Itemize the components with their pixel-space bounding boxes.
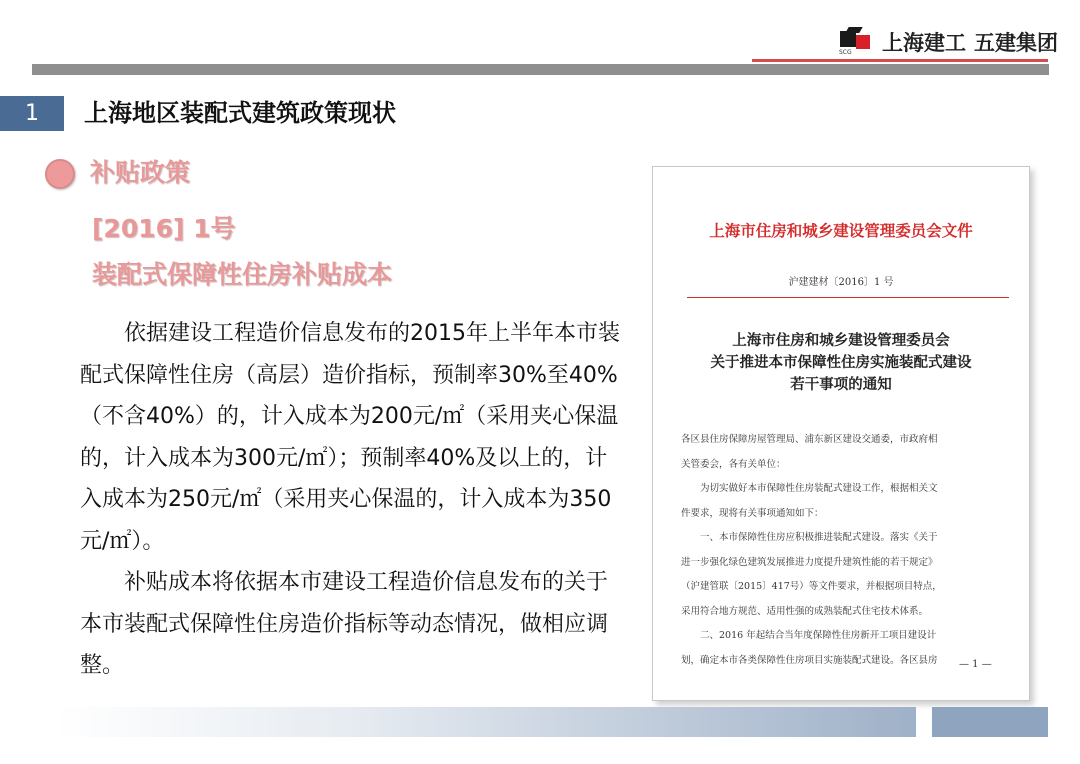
header-red-line	[752, 59, 1048, 62]
document-body-line: 关管委会，各有关单位：	[681, 458, 786, 470]
document-red-rule	[687, 297, 1009, 298]
document-reference-number: 沪建建材〔2016〕1 号	[788, 277, 894, 288]
footer-gradient-bar	[56, 707, 916, 737]
document-title-line: 关于推进本市保障性住房实施装配式建设	[710, 354, 972, 371]
document-page-number: — 1 —	[959, 659, 992, 670]
document-body-line: 件要求，现将有关事项通知如下：	[681, 507, 824, 519]
document-body-line: 进一步强化绿色建筑发展推进力度提升建筑性能的若干规定》	[681, 556, 938, 568]
footer-blue-block	[932, 707, 1048, 737]
logo-text-part-b: 五建集团	[974, 31, 1058, 55]
document-body-line: （沪建管联〔2015〕417号）等文件要求，并根据项目特点，	[681, 581, 942, 592]
section-number-badge: 1	[0, 96, 64, 131]
logo-text-part-a: 上海建工	[882, 31, 966, 55]
policy-subject: 装配式保障性住房补贴成本	[92, 260, 393, 289]
document-body-line: 一、本市保障性住房应积极推进装配式建设。落实《关于	[681, 532, 938, 543]
document-body-line: 各区县住房保障房屋管理局、浦东新区建设交通委，市政府相	[681, 434, 938, 445]
document-title	[653, 330, 1029, 396]
header-gray-bar	[32, 64, 1049, 75]
official-document-image	[652, 166, 1030, 701]
bullet-circle-icon	[45, 159, 75, 189]
logo-sub-text: SCG	[839, 49, 852, 56]
document-body-line: 划，确定本市各类保障性住房项目实施装配式建设。各区县房	[681, 654, 938, 666]
document-body-line: 二、2016 年起结合当年度保障性住房新开工项目建设计	[681, 630, 937, 641]
document-title-line: 若干事项的通知	[790, 376, 892, 393]
document-body	[681, 428, 1011, 673]
section-title: 上海地区装配式建筑政策现状	[84, 99, 396, 127]
logo-mark-icon	[838, 27, 874, 57]
policy-heading: 补贴政策	[90, 158, 191, 187]
policy-paragraph: 依据建设工程造价信息发布的2015年上半年本市装配式保障性住房（高层）造价指标，预制率30%至40%（不含40%）的，计入成本为200元/㎡（采用夹心保温的，计入成本为300元/㎡）；预制率40%及以上的，计入成本为250元/㎡（采用夹心保温的，计入成本为350元/㎡）。	[80, 321, 620, 554]
document-body-line: 采用符合地方规范、适用性强的成熟装配式住宅技术体系。	[681, 605, 929, 617]
document-title-line: 上海市住房和城乡建设管理委员会	[732, 332, 950, 349]
policy-doc-number: [2016] 1号	[92, 214, 236, 243]
document-body-line: 为切实做好本市保障性住房装配式建设工作，根据相关文	[681, 483, 938, 494]
policy-paragraph: 补贴成本将依据本市建设工程造价信息发布的关于本市装配式保障性住房造价指标等动态情况，做相应调整。	[80, 570, 609, 678]
document-org-header: 上海市住房和城乡建设管理委员会文件	[709, 221, 973, 240]
policy-body	[80, 313, 625, 687]
company-logo	[838, 26, 1058, 58]
logo-text	[882, 27, 1058, 57]
